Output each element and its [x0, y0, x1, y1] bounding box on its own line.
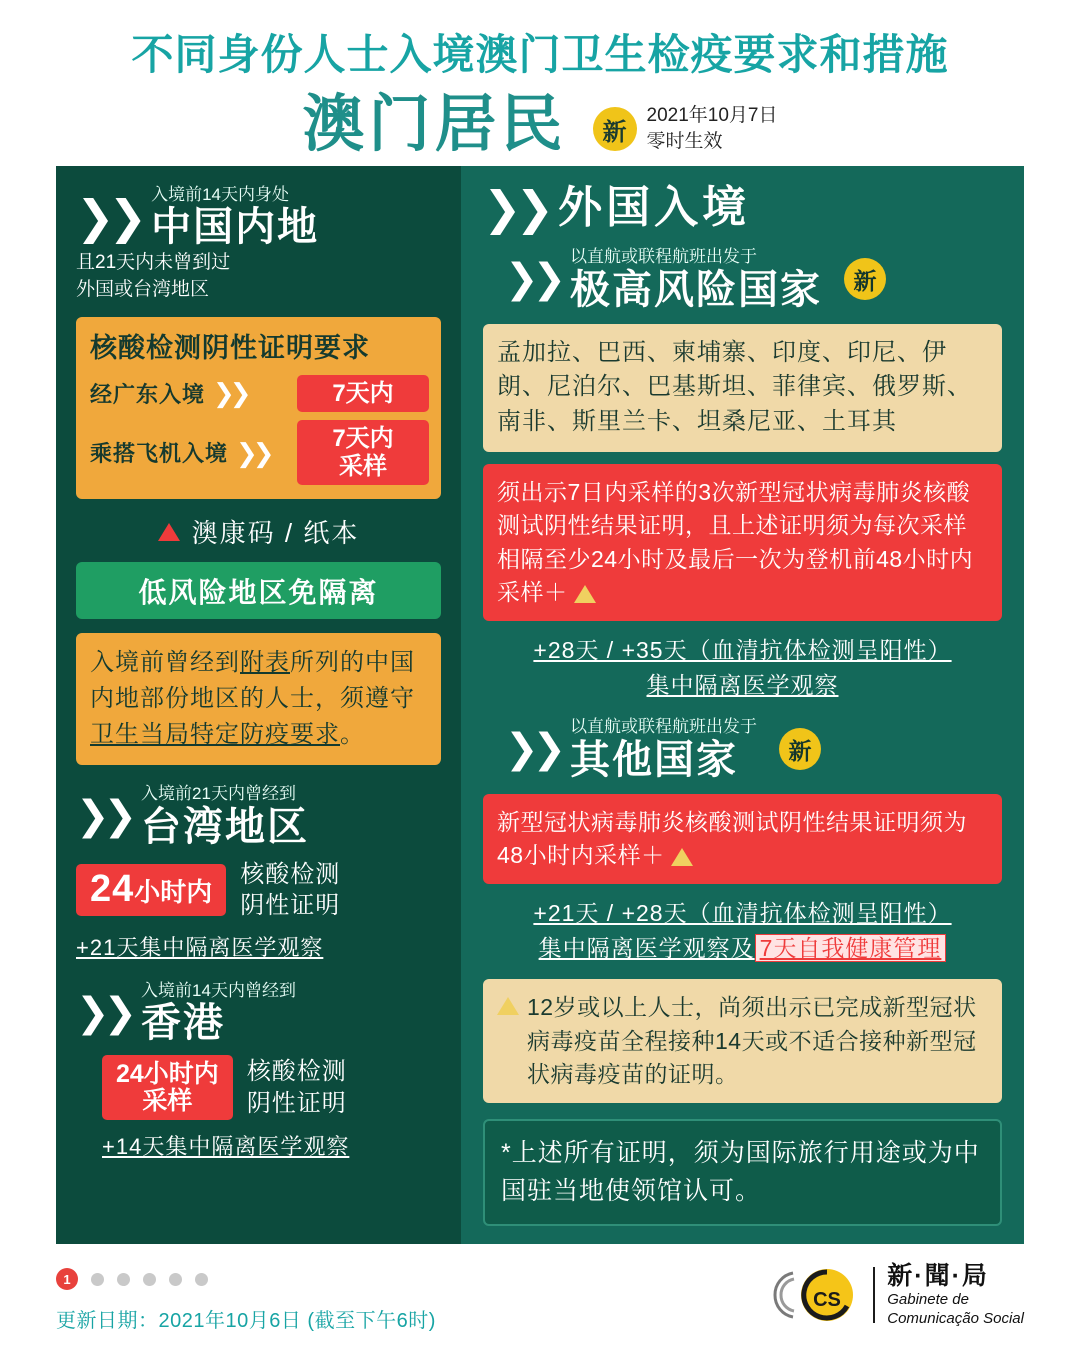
triangle-red-icon	[158, 523, 180, 541]
pcr-requirement-title: 核酸检测阴性证明要求	[90, 332, 370, 363]
subtitle-row	[0, 90, 1080, 159]
very-high-risk-quarantine-line2: 集中隔离医学观察	[646, 671, 839, 698]
triangle-yellow-icon	[574, 585, 596, 603]
other-countries-quarantine-line2: 集中隔离医学观察及 7天自我健康管理	[483, 931, 1002, 966]
other-countries-test-requirement: 新型冠状病毒肺炎核酸测试阴性结果证明须为48小时内采样＋	[483, 794, 1002, 885]
other-countries-heading: 其他国家	[570, 737, 739, 782]
health-code-note	[76, 513, 441, 550]
low-risk-banner: 低风险地区免隔离	[76, 562, 441, 619]
foreign-entry-title: 外国入境	[558, 183, 751, 232]
very-high-risk-quarantine	[483, 633, 1002, 702]
gcs-logo-mark-icon	[769, 1262, 861, 1328]
hongkong-requirement-row	[76, 1055, 441, 1120]
mainland-post-label-2: 外国或台湾地区	[76, 278, 210, 300]
vaccination-note-text: 12岁或以上人士，尚须出示已完成新型冠状病毒疫苗全程接种14天或不适合接种新型冠状病毒疫苗的证明。	[527, 994, 977, 1088]
hongkong-side-text	[247, 1056, 347, 1118]
chevron-right-icon: ❯❯	[236, 437, 270, 468]
mainland-pre-label: 入境前14天内身处	[151, 185, 290, 204]
taiwan-pre-label: 入境前21天内曾经到	[141, 784, 296, 804]
mainland-column	[56, 166, 461, 1244]
new-badge-icon: 新	[593, 107, 637, 151]
very-high-risk-quarantine-line1: +28天 / +35天（血清抗体检测呈阳性）	[533, 637, 952, 664]
hongkong-time-line1: 24小时内	[116, 1060, 219, 1089]
pcr-requirement-box	[76, 317, 441, 500]
hongkong-heading-row	[76, 980, 441, 1045]
effective-date-line2: 零时生效	[646, 131, 723, 152]
other-countries-heading-row	[483, 716, 1002, 781]
new-badge-icon: 新	[844, 258, 886, 300]
svg-text:CS: CS	[813, 1289, 842, 1312]
logo-title-pt-1: Gabinete de	[887, 1290, 969, 1308]
triangle-yellow-icon	[497, 997, 519, 1015]
page-title: 不同身份人士入境澳门卫生检疫要求和措施	[131, 31, 949, 78]
hongkong-pre-label: 入境前14天内曾经到	[141, 981, 296, 1001]
taiwan-heading-stack	[141, 783, 309, 848]
logo-title-cn: 新·聞·局	[887, 1262, 989, 1290]
triangle-yellow-icon	[671, 848, 693, 866]
page-header	[0, 0, 1080, 159]
other-countries-quarantine-line1: +21天 / +28天（血清抗体检测呈阳性）	[533, 900, 952, 927]
other-countries-pre-label: 以直航或联程航班出发于	[570, 717, 758, 737]
content-board	[56, 166, 1024, 1244]
page-dot-6[interactable]	[195, 1273, 208, 1286]
chevron-right-icon: ❯❯	[76, 794, 132, 839]
hongkong-time-badge	[102, 1055, 233, 1120]
very-high-risk-heading: 极高风险国家	[570, 267, 823, 312]
mainland-heading-row	[76, 184, 441, 249]
self-health-management-highlight: 7天自我健康管理	[755, 934, 947, 962]
page-dot-3[interactable]	[117, 1273, 130, 1286]
taiwan-heading: 台湾地区	[141, 804, 310, 849]
chevron-right-icon: ❯❯	[76, 190, 142, 243]
pcr-row-guangdong-value: 7天内	[297, 375, 429, 413]
hongkong-heading-stack	[141, 980, 296, 1045]
gcs-logo	[769, 1262, 1024, 1328]
health-code-note-text: 澳康码 / 纸本	[191, 518, 360, 549]
taiwan-quarantine-note: +21天集中隔离医学观察	[76, 935, 324, 961]
pcr-row-guangdong-label: 经广东入境	[90, 381, 206, 407]
other-countries-quarantine	[483, 896, 1002, 965]
foreign-entry-title-row	[483, 182, 1002, 235]
very-high-risk-test-requirement: 须出示7日内采样的3次新型冠状病毒肺炎核酸测试阴性结果证明，且上述证明须为每次采样相隔至少24小时及最后一次为登机前48小时内采样＋	[483, 464, 1002, 621]
page-dot-4[interactable]	[143, 1273, 156, 1286]
update-date-text: 更新日期：2021年10月6日 (截至下午6时)	[56, 1310, 436, 1332]
mainland-heading: 中国内地	[151, 205, 320, 250]
logo-title-pt-2: Comunicação Social	[887, 1309, 1024, 1327]
hongkong-side-line1: 核酸检测	[246, 1058, 347, 1086]
taiwan-time-badge	[76, 864, 226, 916]
effective-date-group	[593, 103, 778, 154]
page-footer	[0, 1258, 1080, 1350]
logo-text	[887, 1262, 1024, 1328]
chevron-right-icon: ❯❯	[483, 182, 549, 235]
taiwan-requirement-row	[76, 859, 441, 921]
hongkong-side-line2: 阴性证明	[246, 1089, 347, 1117]
other-countries-heading-stack	[570, 716, 757, 781]
chevron-right-icon: ❯❯	[505, 727, 561, 772]
page-dot-2[interactable]	[91, 1273, 104, 1286]
taiwan-time-number: 24	[90, 867, 135, 910]
very-high-risk-pre-label: 以直航或联程航班出发于	[570, 247, 758, 267]
taiwan-side-text	[240, 859, 340, 921]
logo-divider	[873, 1267, 875, 1323]
taiwan-side-line2: 阴性证明	[240, 891, 341, 919]
hongkong-quarantine-note: +14天集中隔离医学观察	[102, 1133, 350, 1159]
chevron-right-icon: ❯❯	[213, 378, 247, 409]
mainland-heading-stack	[151, 184, 319, 249]
foreign-entry-column	[461, 166, 1024, 1244]
pcr-row-guangdong	[76, 371, 441, 417]
very-high-risk-country-list: 孟加拉、巴西、柬埔寨、印度、印尼、伊朗、尼泊尔、巴基斯坦、菲律宾、俄罗斯、南非、斯里兰卡、坦桑尼亚、土耳其	[483, 324, 1002, 452]
vaccination-note	[483, 979, 1002, 1103]
taiwan-heading-row	[76, 783, 441, 848]
taiwan-time-unit: 小时内	[134, 876, 213, 907]
page-dot-1[interactable]: 1	[56, 1268, 78, 1290]
mainland-post-label-1: 且21天内未曾到过	[76, 252, 231, 274]
annex-paragraph: 入境前曾经到附表所列的中国内地部份地区的人士，须遵守卫生当局特定防疫要求。	[76, 633, 441, 765]
pcr-row-flight-value: 7天内 采样	[297, 420, 429, 485]
page-subtitle: 澳门居民	[302, 90, 567, 159]
pcr-row-flight	[76, 416, 441, 489]
certificate-note: *上述所有证明，须为国际旅行用途或为中国驻当地使领馆认可。	[483, 1119, 1002, 1226]
page-indicator[interactable]	[56, 1268, 208, 1290]
taiwan-side-line1: 核酸检测	[240, 860, 341, 888]
very-high-risk-heading-stack	[570, 246, 822, 311]
effective-date-line1: 2021年10月7日	[646, 105, 778, 127]
very-high-risk-heading-row	[483, 246, 1002, 311]
chevron-right-icon: ❯❯	[505, 257, 561, 302]
chevron-right-icon: ❯❯	[76, 990, 132, 1035]
new-badge-icon: 新	[779, 728, 821, 770]
pcr-row-flight-label: 乘搭飞机入境	[90, 441, 229, 467]
hongkong-heading: 香港	[141, 1001, 226, 1046]
page-dot-5[interactable]	[169, 1273, 182, 1286]
hongkong-time-line2: 采样	[142, 1086, 193, 1115]
effective-date-text	[647, 103, 778, 154]
gcs-logo-svg	[769, 1262, 861, 1328]
